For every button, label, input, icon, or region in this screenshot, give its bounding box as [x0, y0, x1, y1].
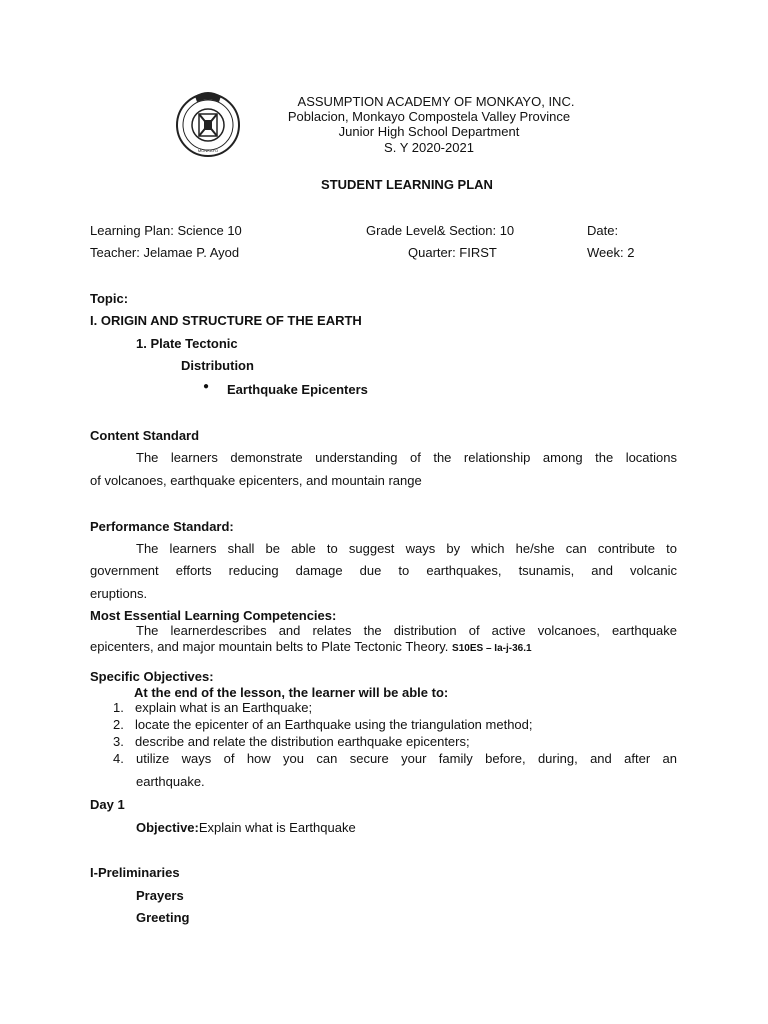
objective-item-2	[113, 717, 533, 732]
objective-value: Explain what is Earthquake	[198, 820, 356, 835]
topic-label: Topic:	[90, 291, 129, 306]
bullet-icon: ●	[203, 381, 210, 392]
objective-number-4: 4.	[113, 751, 124, 766]
quarter: Quarter: FIRST	[408, 245, 497, 260]
content-standard-heading: Content Standard	[90, 428, 200, 443]
objective-label: Objective:	[136, 820, 199, 835]
objective-item-1	[113, 700, 312, 715]
topic-sub2: Distribution	[181, 358, 254, 373]
preliminaries-heading: I-Preliminaries	[90, 865, 180, 880]
teacher: Teacher: Jelamae P. Ayod	[90, 245, 240, 260]
week: Week: 2	[587, 245, 635, 260]
topic-bullet: Earthquake Epicenters	[227, 382, 368, 397]
objective-item-3	[113, 734, 470, 749]
grade-section: Grade Level& Section: 10	[366, 223, 515, 238]
topic-sub: 1. Plate Tectonic	[136, 336, 238, 351]
objective-number: 1.	[113, 700, 124, 715]
school-address: Poblacion, Monkayo Compostela Valley Province	[287, 109, 571, 124]
learning-plan: Learning Plan: Science 10	[90, 223, 242, 238]
objective-number: 3.	[113, 734, 124, 749]
competencies-line1: The learnerdescribes and relates the distribution of active volcanoes, earthquake	[136, 623, 677, 638]
performance-standard-line2: government efforts reducing damage due to earthquakes, tsunamis, and volcanic	[90, 563, 677, 578]
content-standard-line1: The learners demonstrate understanding of the relationship among the locations	[136, 450, 677, 465]
competencies-line2-text: epicenters, and major mountain belts to Plate Tectonic Theory.	[90, 639, 449, 654]
date-label: Date:	[587, 223, 619, 238]
day-objective	[136, 820, 356, 835]
preliminaries-item-greeting: Greeting	[136, 910, 190, 925]
objective-item-4-cont: earthquake.	[136, 774, 205, 789]
objective-text: explain what is an Earthquake;	[135, 700, 313, 715]
competencies-heading: Most Essential Learning Competencies:	[90, 608, 337, 623]
school-year: S. Y 2020-2021	[384, 140, 474, 155]
svg-text:MONKAYO: MONKAYO	[197, 148, 219, 153]
performance-standard-line1: The learners shall be able to suggest ways by which he/she can contribute to	[136, 541, 677, 556]
topic-main: I. ORIGIN AND STRUCTURE OF THE EARTH	[90, 313, 362, 328]
preliminaries-item-prayers: Prayers	[136, 888, 184, 903]
content-standard-line2: of volcanoes, earthquake epicenters, and mountain range	[90, 473, 422, 488]
day-label: Day 1	[90, 797, 125, 812]
objective-text: locate the epicenter of an Earthquake using the triangulation method;	[135, 717, 533, 732]
document-title: STUDENT LEARNING PLAN	[321, 177, 493, 192]
objectives-intro: At the end of the lesson, the learner will be able to:	[134, 685, 449, 700]
objective-number: 2.	[113, 717, 124, 732]
performance-standard-heading: Performance Standard:	[90, 519, 234, 534]
competencies-line2	[90, 639, 532, 654]
objective-text: describe and relate the distribution earthquake epicenters;	[135, 734, 470, 749]
objective-item-4: utilize ways of how you can secure your family before, during, and after an	[136, 751, 677, 766]
competency-code: S10ES – Ia-j-36.1	[452, 643, 532, 654]
performance-standard-line3: eruptions.	[90, 586, 148, 601]
school-name: ASSUMPTION ACADEMY OF MONKAYO, INC.	[297, 94, 575, 109]
department: Junior High School Department	[338, 124, 520, 139]
objectives-heading: Specific Objectives:	[90, 669, 214, 684]
